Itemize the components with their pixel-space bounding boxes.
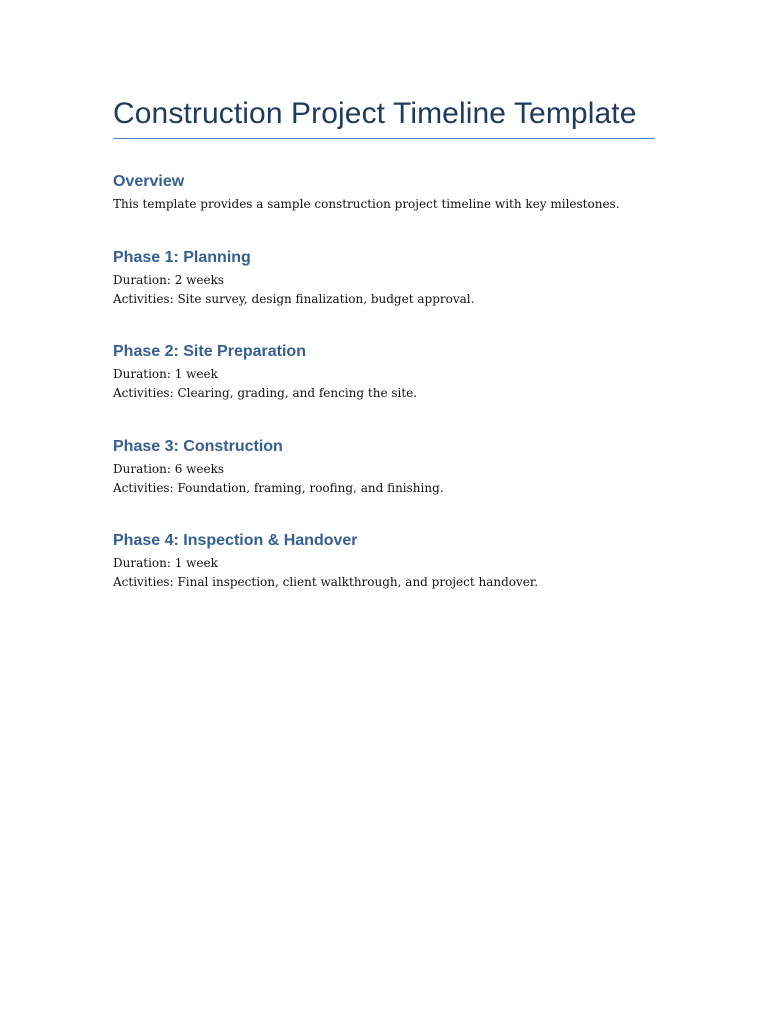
phase-4-section xyxy=(113,531,538,592)
document-content xyxy=(113,94,655,589)
phase-3-section xyxy=(113,437,444,498)
overview-text: This template provides a sample construction project timeline with key milestones. xyxy=(113,197,620,211)
phase-3-activities: Activities: Foundation, framing, roofing, and finishing. xyxy=(113,481,444,495)
phase-1-heading: Phase 1: Planning xyxy=(113,249,251,266)
phase-4-heading: Phase 4: Inspection & Handover xyxy=(113,532,358,549)
overview-section xyxy=(113,172,620,214)
phase-3-duration: Duration: 6 weeks xyxy=(113,462,225,476)
phase-1-duration: Duration: 2 weeks xyxy=(113,273,225,287)
phase-2-duration: Duration: 1 week xyxy=(113,367,218,381)
phase-2-section xyxy=(113,342,417,403)
phase-4-activities: Activities: Final inspection, client walkthrough, and project handover. xyxy=(113,575,539,589)
phase-3-heading: Phase 3: Construction xyxy=(113,438,283,455)
phase-1-activities: Activities: Site survey, design finalization, budget approval. xyxy=(113,292,475,306)
phase-2-activities: Activities: Clearing, grading, and fencing the site. xyxy=(113,386,418,400)
title-underline xyxy=(113,138,655,139)
phase-2-heading: Phase 2: Site Preparation xyxy=(113,343,306,360)
phase-4-duration: Duration: 1 week xyxy=(113,556,218,570)
phase-1-section xyxy=(113,248,474,309)
document-title: Construction Project Timeline Template xyxy=(113,97,637,130)
overview-heading: Overview xyxy=(113,173,185,190)
